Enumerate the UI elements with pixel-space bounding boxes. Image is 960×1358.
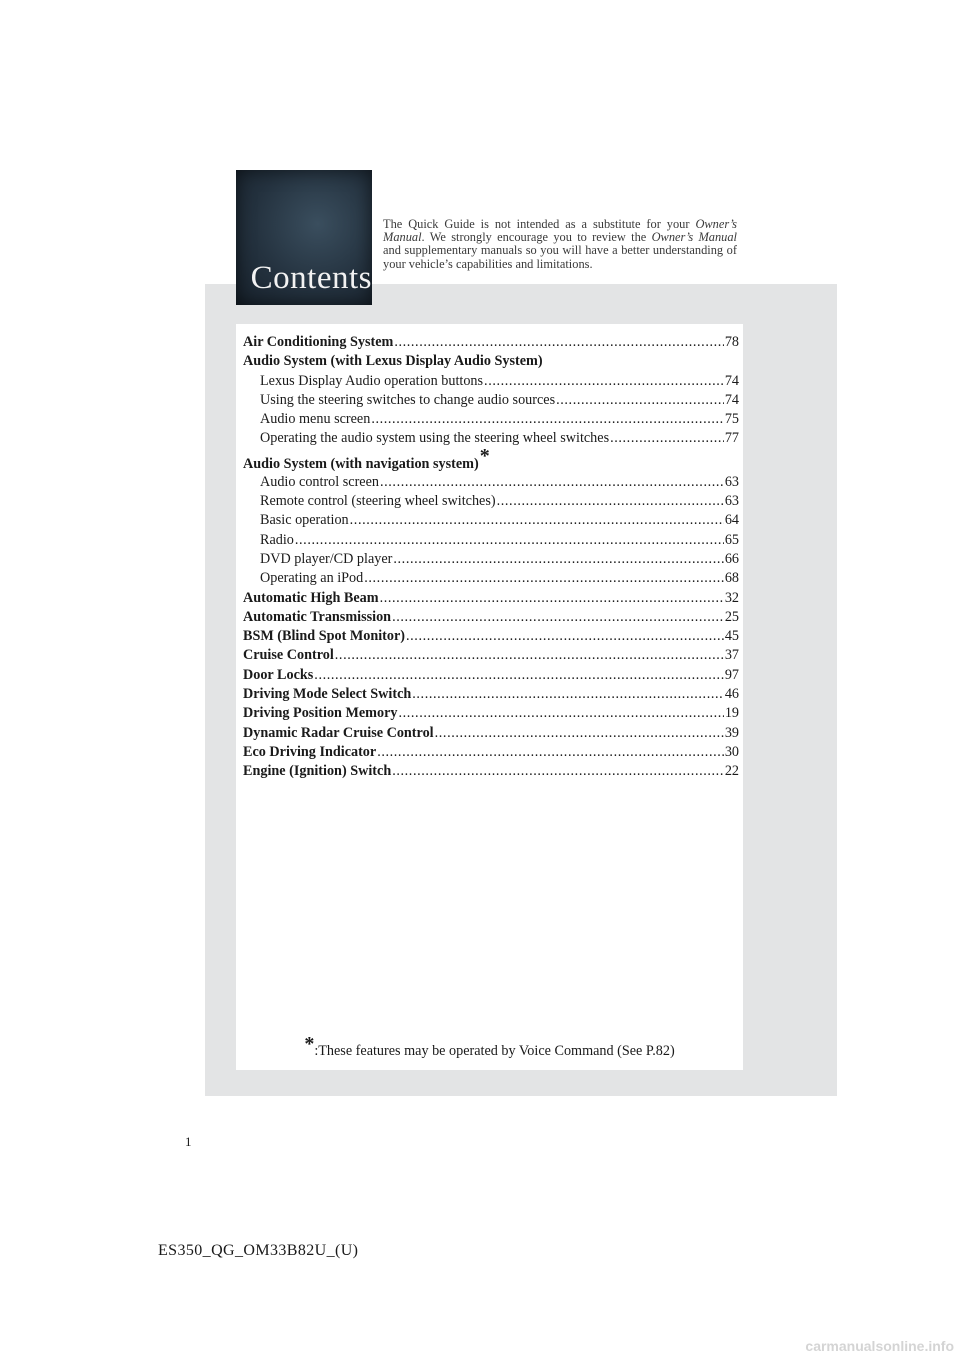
page-number: 1: [185, 1134, 192, 1149]
toc-entry-steering-wheel-switches[interactable]: Operating the audio system using the steering wheel switches ..... 77: [243, 429, 739, 448]
voice-command-asterisk-icon: *: [479, 448, 490, 467]
toc-entry-bsm[interactable]: BSM (Blind Spot Monitor) ..... 45: [243, 627, 739, 646]
toc-entry-radio[interactable]: Radio ..... 65: [243, 531, 739, 550]
voice-command-footnote: [236, 1033, 743, 1061]
table-of-contents: [243, 333, 739, 782]
toc-entry-eco-driving-indicator[interactable]: Eco Driving Indicator ..... 30: [243, 743, 739, 762]
contents-title: Contents: [250, 260, 372, 296]
toc-entry-audio-menu-screen[interactable]: Audio menu screen ..... 75: [243, 410, 739, 429]
toc-entry-driving-position-memory[interactable]: Driving Position Memory ..... 19: [243, 704, 739, 723]
toc-entry-engine-ignition-switch[interactable]: Engine (Ignition) Switch ..... 22: [243, 762, 739, 781]
toc-entry-remote-control[interactable]: Remote control (steering wheel switches) ..... 63: [243, 492, 739, 511]
toc-entry-dynamic-radar-cruise[interactable]: Dynamic Radar Cruise Control ..... 39: [243, 724, 739, 743]
toc-entry-audio-control-screen[interactable]: Audio control screen ..... 63: [243, 473, 739, 492]
toc-section-audio-navigation: Audio System (with navigation system) *: [243, 449, 739, 473]
toc-entry-operating-ipod[interactable]: Operating an iPod ..... 68: [243, 569, 739, 588]
footnote-text: :These features may be operated by Voice Command (See P.82): [314, 1043, 675, 1059]
toc-entry-driving-mode-select[interactable]: Driving Mode Select Switch ..... 46: [243, 685, 739, 704]
watermark: carmanualsonline.info: [805, 1338, 954, 1354]
toc-entry-air-conditioning[interactable]: Air Conditioning System ..... 78: [243, 333, 739, 352]
toc-entry-automatic-high-beam[interactable]: Automatic High Beam ..... 32: [243, 589, 739, 608]
toc-entry-door-locks[interactable]: Door Locks ..... 97: [243, 666, 739, 685]
toc-entry-cruise-control[interactable]: Cruise Control ..... 37: [243, 646, 739, 665]
toc-entry-steering-switches-audio-sources[interactable]: Using the steering switches to change audio sources ..... 74: [243, 391, 739, 410]
toc-entry-basic-operation[interactable]: Basic operation ..... 64: [243, 511, 739, 530]
intro-paragraph: The Quick Guide is not intended as a substitute for your Owner’s Manual. We strongly encourage you to review the Owner’s Manual and supplementary manuals so you will have a better understanding of your vehicle’s capabilities and limitations.: [383, 217, 737, 271]
toc-entry-lexus-display-audio-buttons[interactable]: Lexus Display Audio operation buttons ..... 74: [243, 372, 739, 391]
toc-entry-dvd-cd-player[interactable]: DVD player/CD player ..... 66: [243, 550, 739, 569]
contents-heading-box: [236, 170, 372, 305]
asterisk-icon: *: [304, 1033, 315, 1055]
toc-entry-automatic-transmission[interactable]: Automatic Transmission ..... 25: [243, 608, 739, 627]
toc-section-audio-lexus-display: Audio System (with Lexus Display Audio System): [243, 353, 543, 370]
document-code: ES350_QG_OM33B82U_(U): [158, 1242, 359, 1259]
